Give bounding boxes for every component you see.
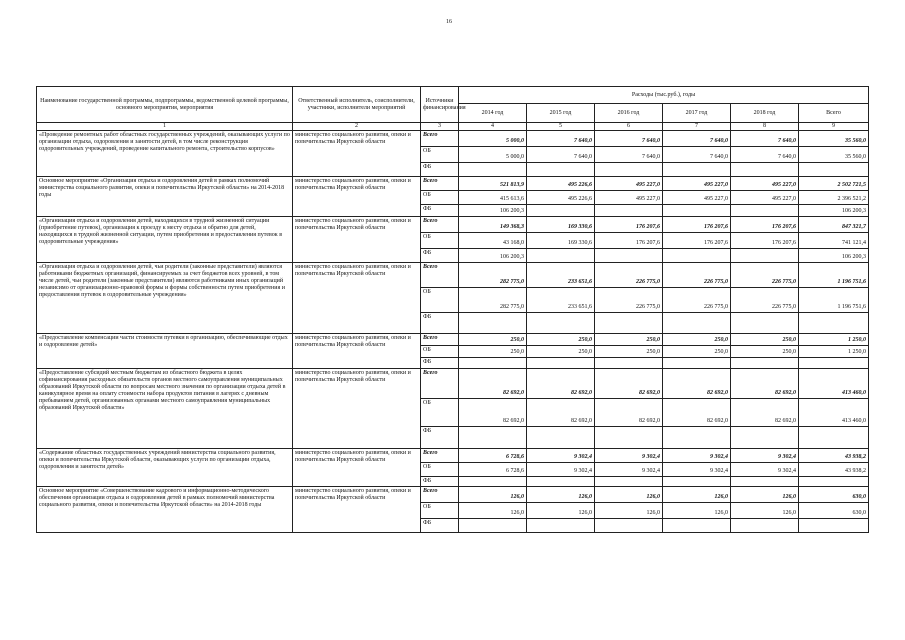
column-number: 6 [595,123,663,131]
year-value: 126,0 [731,503,799,519]
total-value: 43 938,2 [799,463,869,477]
year-value: 126,0 [459,503,527,519]
header-executor: Ответственный исполнитель, соисполнители, участники, исполнители мероприятий [293,87,421,123]
activity-name: «Организация отдыха и оздоровления детей, чьи родители (законные представители) являются работниками бюджетных организаций, финансируемых за счет бюджетов всех уровней, в том числе детей, чьи родители (законные представители) являются работниками иных организаций независимо от организационно-правовой формы и формы собственности путем приобретения и предоставления путевок в оздоровительные учреждения» [37,263,293,334]
total-value: 35 560,0 [799,131,869,147]
column-number: 1 [37,123,293,131]
year-value: 149 368,3 [459,217,527,233]
year-value [595,519,663,533]
funding-source: Всего [421,177,459,191]
year-value: 415 613,6 [459,191,527,205]
column-number: 5 [527,123,595,131]
funding-source: Всего [421,131,459,147]
header-source: Источники финансирования [421,87,459,123]
funding-source: ОБ [421,463,459,477]
year-value [527,519,595,533]
year-value [459,358,527,369]
year-value: 176 207,6 [731,233,799,249]
year-value [731,477,799,487]
total-value: 2 396 521,2 [799,191,869,205]
year-value: 126,0 [527,487,595,503]
year-value [595,477,663,487]
funding-source: ОБ [421,346,459,358]
total-value: 35 560,0 [799,147,869,163]
year-value [595,427,663,449]
year-value [663,519,731,533]
activity-name: Основное мероприятие «Организация отдыха и оздоровления детей в рамках полномочий министерства социального развития, опеки и попечительства Иркутской области» на 2014-2018 годы [37,177,293,217]
year-value: 282 775,0 [459,288,527,313]
year-value [595,205,663,217]
year-value: 176 207,6 [663,217,731,233]
year-value [731,358,799,369]
activity-name: «Предоставление субсидий местным бюджетам из областного бюджета в целях софинансирования расходных обязательств органов местного самоуправления муниципальных образований Иркутской области по вопросам местного значения по организации отдыха детей в каникулярное время на оплату стоимости набора продуктов питания в лагерях с дневным пребыванием детей, организованных органами местного самоуправления муниципальных образований Иркутской области» [37,369,293,449]
column-number: 8 [731,123,799,131]
year-value: 106 200,3 [459,205,527,217]
funding-source: ФБ [421,249,459,263]
year-value [731,427,799,449]
year-value: 250,0 [663,334,731,346]
executor-name: министерство социального развития, опеки и попечительства Иркутской области [293,449,421,487]
year-value [663,205,731,217]
total-value [799,313,869,334]
year-value: 226 775,0 [731,263,799,288]
funding-source: ФБ [421,313,459,334]
year-value [459,163,527,177]
year-value: 176 207,6 [595,217,663,233]
header-year: 2014 год [459,104,527,123]
funding-source: Всего [421,369,459,399]
year-value: 82 692,0 [459,369,527,399]
year-value: 226 775,0 [663,288,731,313]
year-value: 250,0 [459,346,527,358]
funding-source: ФБ [421,477,459,487]
year-value: 226 775,0 [595,288,663,313]
funding-source: ФБ [421,427,459,449]
activity-name: «Организация отдыха и оздоровления детей, находящихся в трудной жизненной ситуации (приобретение путевок), организация к проезду к месту отдыха и обратно для детей, находящихся в трудной жизненной ситуации, путем приобретения и предоставления путевок в оздоровительные учреждения» [37,217,293,263]
year-value: 226 775,0 [595,263,663,288]
header-year: 2016 год [595,104,663,123]
year-value [527,249,595,263]
executor-name: министерство социального развития, опеки и попечительства Иркутской области [293,263,421,334]
year-value: 250,0 [527,346,595,358]
funding-source: ОБ [421,147,459,163]
year-value: 5 000,0 [459,147,527,163]
column-number: 2 [293,123,421,131]
header-year: 2017 год [663,104,731,123]
executor-name: министерство социального развития, опеки и попечительства Иркутской области [293,487,421,533]
executor-name: министерство социального развития, опеки и попечительства Иркутской области [293,369,421,449]
year-value: 495 227,0 [663,191,731,205]
total-value: 630,0 [799,503,869,519]
year-value [527,358,595,369]
year-value: 7 640,0 [731,131,799,147]
year-value: 495 227,0 [595,177,663,191]
year-value: 176 207,6 [731,217,799,233]
year-value [459,519,527,533]
year-value: 7 640,0 [527,147,595,163]
total-value: 630,0 [799,487,869,503]
funding-source: ФБ [421,205,459,217]
total-value: 847 321,7 [799,217,869,233]
year-value: 9 302,4 [731,463,799,477]
year-value [527,163,595,177]
year-value [459,477,527,487]
table-row [37,487,869,503]
year-value: 9 302,4 [731,449,799,463]
total-value [799,519,869,533]
header-row-top [37,87,869,104]
column-number: 7 [663,123,731,131]
year-value: 82 692,0 [663,399,731,427]
year-value: 521 813,9 [459,177,527,191]
total-value: 43 938,2 [799,449,869,463]
year-value: 82 692,0 [527,399,595,427]
year-value: 82 692,0 [459,399,527,427]
year-value [731,313,799,334]
year-value [731,163,799,177]
column-number: 9 [799,123,869,131]
year-value [527,477,595,487]
year-value: 82 692,0 [527,369,595,399]
year-value [663,477,731,487]
funding-source: ФБ [421,519,459,533]
total-value: 2 502 721,5 [799,177,869,191]
year-value: 6 728,6 [459,463,527,477]
column-number: 3 [421,123,459,131]
year-value [459,427,527,449]
year-value: 126,0 [459,487,527,503]
year-value: 82 692,0 [731,369,799,399]
year-value [595,358,663,369]
year-value: 233 651,6 [527,263,595,288]
year-value: 250,0 [731,346,799,358]
year-value: 5 000,0 [459,131,527,147]
funding-source: ФБ [421,163,459,177]
year-value [459,313,527,334]
year-value: 9 302,4 [527,449,595,463]
funding-source: Всего [421,449,459,463]
table-row [37,131,869,147]
year-value: 226 775,0 [731,288,799,313]
year-value [663,427,731,449]
year-value: 233 651,6 [527,288,595,313]
year-value: 106 200,3 [459,249,527,263]
year-value: 82 692,0 [663,369,731,399]
total-value: 1 250,0 [799,346,869,358]
funding-source: Всего [421,217,459,233]
executor-name: министерство социального развития, опеки и попечительства Иркутской области [293,177,421,217]
year-value: 6 728,6 [459,449,527,463]
funding-source: ОБ [421,503,459,519]
budget-table [36,86,869,533]
year-value: 250,0 [527,334,595,346]
year-value: 250,0 [595,346,663,358]
year-value [731,249,799,263]
year-value: 495 227,0 [663,177,731,191]
year-value: 82 692,0 [595,399,663,427]
year-value: 126,0 [595,503,663,519]
funding-source: ФБ [421,358,459,369]
funding-source: ОБ [421,191,459,205]
funding-source: ОБ [421,233,459,249]
year-value: 250,0 [595,334,663,346]
year-value [527,427,595,449]
total-value: 413 460,0 [799,399,869,427]
activity-name: «Содержание областных государственных учреждений министерства социального развития, опеки и попечительства Иркутской области, оказывающих услуги по организации отдыха, оздоровления и занятости детей» [37,449,293,487]
total-value [799,358,869,369]
funding-source: ОБ [421,288,459,313]
table-row [37,263,869,288]
header-year: 2018 год [731,104,799,123]
year-value [595,163,663,177]
year-value [595,313,663,334]
year-value [663,163,731,177]
year-value: 82 692,0 [595,369,663,399]
year-value: 495 226,6 [527,177,595,191]
year-value: 9 302,4 [663,449,731,463]
year-value: 176 207,6 [663,233,731,249]
year-value: 126,0 [663,487,731,503]
year-value: 9 302,4 [527,463,595,477]
total-value [799,477,869,487]
year-value: 82 692,0 [731,399,799,427]
total-value: 106 200,3 [799,249,869,263]
year-value: 169 330,6 [527,233,595,249]
year-value: 7 640,0 [595,131,663,147]
year-value: 282 775,0 [459,263,527,288]
total-value [799,163,869,177]
year-value [595,249,663,263]
page-number: 16 [446,19,452,25]
year-value: 495 227,0 [595,191,663,205]
header-total: Всего [799,104,869,123]
year-value [527,205,595,217]
year-value: 495 226,6 [527,191,595,205]
total-value: 413 460,0 [799,369,869,399]
header-expenses: Расходы (тыс.руб.), годы [459,87,869,104]
year-value: 250,0 [663,346,731,358]
year-value: 250,0 [731,334,799,346]
table-body [37,131,869,533]
year-value [731,519,799,533]
year-value: 7 640,0 [527,131,595,147]
year-value: 226 775,0 [663,263,731,288]
activity-name: «Проведение ремонтных работ областных государственных учреждений, оказывающих услуги по организации отдыха, оздоровления и занятости детей, в том числе реконструкция оздоровительных учреждений, проведение капитального ремонта, строительство корпусов» [37,131,293,177]
executor-name: министерство социального развития, опеки и попечительства Иркутской области [293,217,421,263]
total-value: 1 250,0 [799,334,869,346]
funding-source: ОБ [421,399,459,427]
year-value: 9 302,4 [663,463,731,477]
table-row [37,449,869,463]
funding-source: Всего [421,334,459,346]
total-value: 106 200,3 [799,205,869,217]
executor-name: министерство социального развития, опеки и попечительства Иркутской области [293,131,421,177]
column-number-row [37,123,869,131]
header-name: Наименование государственной программы, подпрограммы, ведомственной целевой программы, основного мероприятия, мероприятия [37,87,293,123]
year-value [663,358,731,369]
year-value [527,313,595,334]
total-value: 1 196 751,6 [799,263,869,288]
year-value: 126,0 [731,487,799,503]
executor-name: министерство социального развития, опеки и попечительства Иркутской области [293,334,421,369]
column-number: 4 [459,123,527,131]
funding-source: Всего [421,263,459,288]
year-value [731,205,799,217]
year-value: 250,0 [459,334,527,346]
table-row [37,177,869,191]
year-value: 176 207,6 [595,233,663,249]
year-value: 9 302,4 [595,449,663,463]
year-value: 495 227,0 [731,191,799,205]
year-value: 7 640,0 [663,131,731,147]
year-value: 126,0 [595,487,663,503]
year-value: 126,0 [527,503,595,519]
year-value: 43 168,0 [459,233,527,249]
total-value: 1 196 751,6 [799,288,869,313]
total-value: 741 121,4 [799,233,869,249]
funding-source: Всего [421,487,459,503]
year-value: 9 302,4 [595,463,663,477]
year-value: 7 640,0 [595,147,663,163]
year-value: 7 640,0 [731,147,799,163]
table-row [37,334,869,346]
year-value [663,249,731,263]
activity-name: Основное мероприятие «Совершенствование кадрового и информационно-методического обеспечения организации отдыха и оздоровления детей в рамках полномочий министерства социального развития, опеки и попечительства Иркутской области» на 2014-2018 годы [37,487,293,533]
year-value: 169 330,6 [527,217,595,233]
year-value: 126,0 [663,503,731,519]
total-value [799,427,869,449]
activity-name: «Предоставление компенсации части стоимости путевки в организацию, обеспечивающие отдых и оздоровление детей» [37,334,293,369]
header-year: 2015 год [527,104,595,123]
table-row [37,369,869,399]
year-value [663,313,731,334]
year-value: 495 227,0 [731,177,799,191]
table-row [37,217,869,233]
year-value: 7 640,0 [663,147,731,163]
